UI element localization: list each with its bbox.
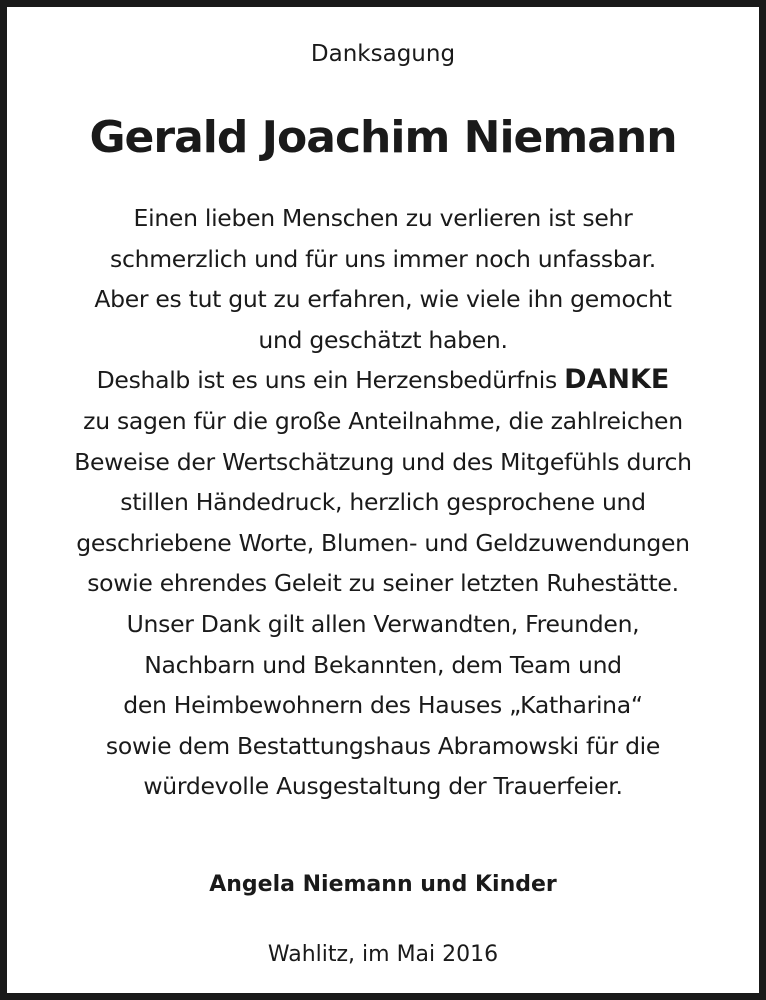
message-line: stillen Händedruck, herzlich gesprochene und (120, 488, 646, 517)
place-date: Wahlitz, im Mai 2016 (267, 942, 499, 967)
message-line: Beweise der Wertschätzung und des Mitgefühls durch (74, 447, 692, 476)
message-line: Aber es tut gut zu erfahren, wie viele ihn gemocht (94, 285, 672, 314)
message-line: Nachbarn und Bekannten, dem Team und (144, 650, 622, 679)
thanks-message (7, 198, 759, 807)
danke-word: DANKE (564, 364, 670, 396)
message-line: schmerzlich und für uns immer noch unfassbar. (110, 244, 656, 273)
message-line: würdevolle Ausgestaltung der Trauerfeier. (143, 772, 623, 801)
notice-heading: Danksagung (310, 41, 456, 67)
message-line: zu sagen für die große Anteilnahme, die zahlreichen (83, 406, 683, 435)
signature: Angela Niemann und Kinder (209, 872, 557, 897)
message-line: Unser Dank gilt allen Verwandten, Freunden, (126, 609, 640, 638)
message-line: sowie ehrendes Geleit zu seiner letzten Ruhestätte. (87, 569, 679, 598)
deceased-name: Gerald Joachim Niemann (89, 112, 677, 163)
message-line: geschriebene Worte, Blumen- und Geldzuwendungen (76, 528, 690, 557)
message-line-text: Deshalb ist es uns ein Herzensbedürfnis (96, 366, 557, 395)
message-line: den Heimbewohnern des Hauses „Katharina“ (123, 691, 643, 720)
message-line: Einen lieben Menschen zu verlieren ist sehr (133, 204, 633, 232)
message-line: und geschätzt haben. (258, 325, 508, 354)
message-line-danke (7, 360, 759, 401)
message-line: sowie dem Bestattungshaus Abramowski für die (105, 731, 661, 760)
